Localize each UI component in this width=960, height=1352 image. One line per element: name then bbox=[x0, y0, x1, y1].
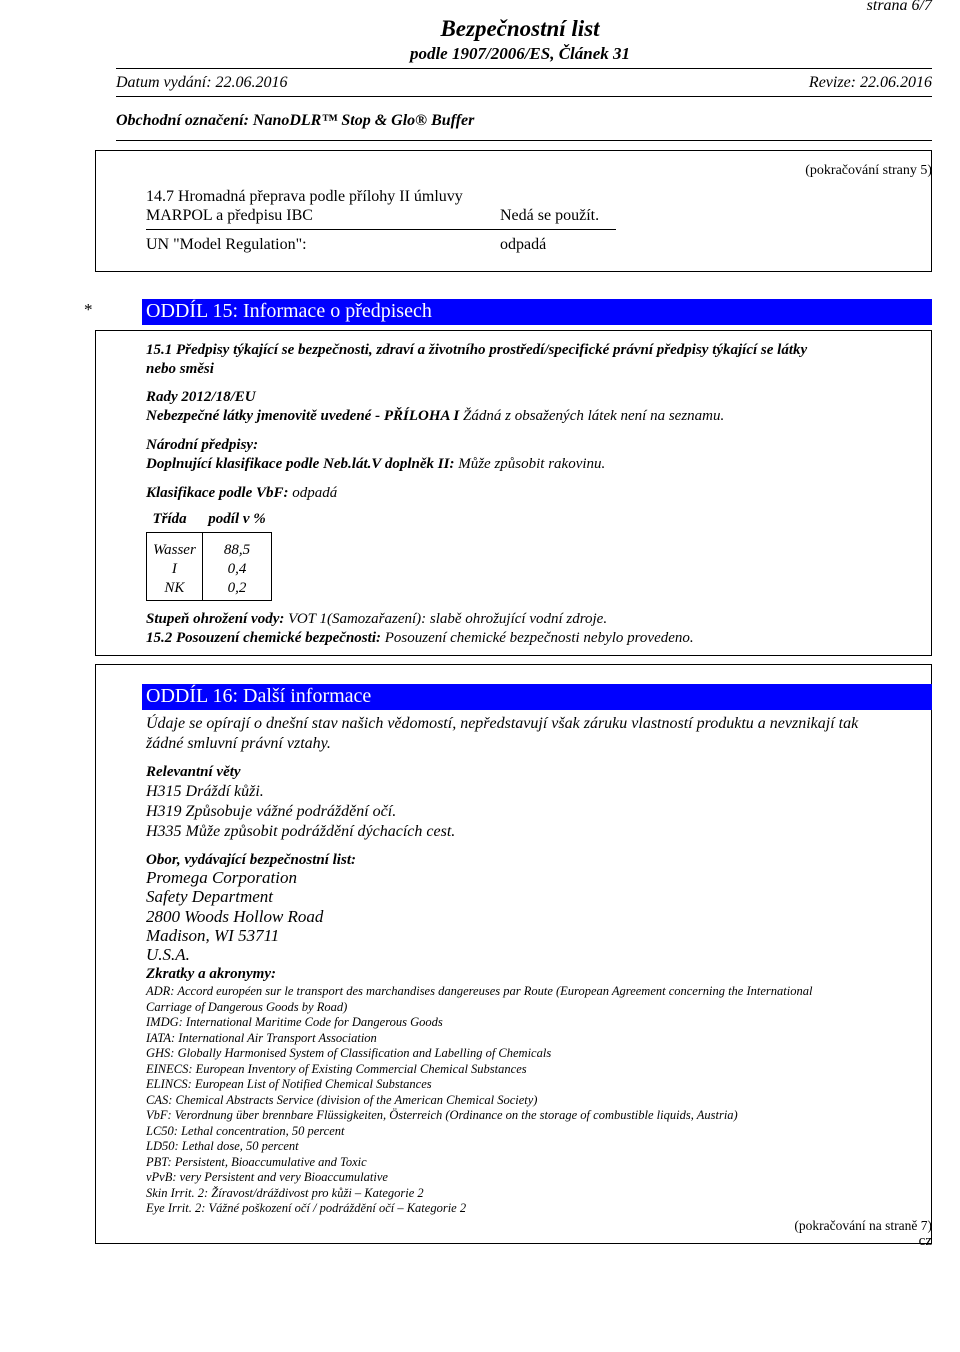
table-cell-class: I bbox=[147, 560, 203, 579]
issuer-department: Safety Department bbox=[146, 887, 273, 906]
section15-title-bar bbox=[142, 299, 932, 325]
language-code: cz bbox=[918, 1233, 932, 1249]
dangerous-substances-label: Nebezpečné látky jmenovitě uvedené - PŘÍLOHA I bbox=[146, 408, 460, 424]
abbreviations-label: Zkratky a akronymy: bbox=[146, 966, 276, 982]
abbreviation-item: GHS: Globally Harmonised System of Classification and Labelling of Chemicals bbox=[146, 1046, 552, 1060]
extra-classification-label: Doplnující klasifikace podle Neb.lát.V doplněk II: bbox=[146, 456, 455, 472]
issuer-country: U.S.A. bbox=[146, 945, 190, 964]
header-rule-middle bbox=[116, 96, 932, 97]
abbreviation-item: Eye Irrit. 2: Vážné poškození očí / podráždění očí – Kategorie 2 bbox=[146, 1201, 467, 1215]
continued-from-label: (pokračování strany 5) bbox=[805, 163, 932, 178]
section14-divider bbox=[146, 229, 616, 230]
table-cell-class: NK bbox=[147, 579, 203, 601]
issuer-label: Obor, vydávající bezpečnostní list: bbox=[146, 852, 356, 868]
header-rule-top bbox=[116, 68, 932, 69]
abbreviation-item: vPvB: very Persistent and very Bioaccumulative bbox=[146, 1170, 388, 1184]
table-cell-share: 88,5 bbox=[202, 533, 272, 561]
table-row bbox=[147, 533, 272, 561]
vbf-classification-line bbox=[146, 484, 337, 503]
abbreviation-item: LD50: Lethal dose, 50 percent bbox=[146, 1139, 299, 1153]
abbreviation-item: ADR: Accord européen sur le transport des marchandises dangereuses par Route (European Agreement concerning the International bbox=[146, 984, 813, 998]
issuer-city: Madison, WI 53711 bbox=[146, 926, 280, 945]
continued-on-label: (pokračování na straně 7) bbox=[794, 1218, 932, 1233]
trade-name: Obchodní označení: NanoDLR™ Stop & Glo® Buffer bbox=[116, 112, 475, 129]
abbreviation-item: Skin Irrit. 2: Žíravost/dráždivost pro kůži – Kategorie 2 bbox=[146, 1185, 424, 1200]
section16-title: ODDÍL 16: Další informace bbox=[146, 685, 372, 707]
chemical-safety-label: 15.2 Posouzení chemické bezpečnosti: bbox=[146, 630, 381, 646]
issuer-street: 2800 Woods Hollow Road bbox=[146, 907, 324, 926]
marpol-value: Nedá se použít. bbox=[500, 207, 600, 224]
vbf-value: odpadá bbox=[292, 485, 338, 501]
document-title: Bezpečnostní list bbox=[440, 16, 600, 41]
issue-date: Datum vydání: 22.06.2016 bbox=[116, 74, 288, 91]
abbreviation-item: VbF: Verordnung über brennbare Flüssigkeiten, Österreich (Ordinance on the storage of combustible liquids, Austria) bbox=[146, 1108, 738, 1122]
abbreviation-item: ELINCS: European List of Notified Chemical Substances bbox=[146, 1077, 432, 1091]
water-hazard-value: VOT 1(Samozařazení): slabě ohrožující vodní zdroje. bbox=[288, 611, 608, 627]
water-hazard-line bbox=[146, 610, 607, 629]
table-header-class: Třída bbox=[152, 510, 187, 527]
table-row bbox=[147, 560, 272, 579]
abbreviation-item: PBT: Persistent, Bioaccumulative and Toxic bbox=[146, 1154, 367, 1169]
document-subtitle: podle 1907/2006/ES, Článek 31 bbox=[409, 44, 631, 63]
abbreviation-item: LC50: Lethal concentration, 50 percent bbox=[146, 1123, 345, 1138]
table-row bbox=[147, 579, 272, 601]
water-hazard-label: Stupeň ohrožení vody: bbox=[146, 611, 285, 627]
table-cell-share: 0,2 bbox=[202, 579, 272, 601]
abbreviation-item: Carriage of Dangerous Goods by Road) bbox=[146, 999, 348, 1014]
disclaimer-line1: Údaje se opírají o dnešní stav našich vědomostí, nepředstavují však záruku vlastností produktu a nevznikají tak bbox=[146, 715, 859, 732]
extra-classification-value: Může způsobit rakovinu. bbox=[458, 456, 606, 472]
vbf-label: Klasifikace podle VbF: bbox=[146, 485, 289, 501]
s151-heading-line2: nebo směsi bbox=[146, 361, 214, 377]
marpol-label-line2: MARPOL a předpisu IBC bbox=[146, 207, 313, 224]
abbreviation-item: CAS: Chemical Abstracts Service (division of the American Chemical Society) bbox=[146, 1092, 538, 1107]
relevant-phrases-label: Relevantní věty bbox=[146, 764, 241, 780]
vbf-class-table bbox=[146, 506, 272, 601]
h315-phrase: H315 Dráždí kůži. bbox=[146, 783, 264, 800]
h319-phrase: H319 Způsobuje vážné podráždění očí. bbox=[146, 803, 397, 820]
un-regulation-label: UN "Model Regulation": bbox=[146, 236, 307, 253]
chemical-safety-line bbox=[146, 629, 694, 648]
extra-classification-line bbox=[146, 455, 605, 474]
chemical-safety-value: Posouzení chemické bezpečnosti nebylo provedeno. bbox=[384, 630, 694, 646]
change-marker: * bbox=[84, 300, 93, 319]
abbreviation-item: IMDG: International Maritime Code for Dangerous Goods bbox=[146, 1015, 443, 1029]
section15-title: ODDÍL 15: Informace o předpisech bbox=[146, 300, 432, 322]
abbreviation-item: IATA: International Air Transport Association bbox=[146, 1030, 377, 1045]
council-directive: Rady 2012/18/EU bbox=[146, 389, 256, 405]
table-header-share: podíl v % bbox=[208, 510, 266, 527]
s151-heading-line1: 15.1 Předpisy týkající se bezpečnosti, zdraví a životního prostředí/specifické právní předpisy týkající se látky bbox=[146, 342, 808, 358]
marpol-label-line1: 14.7 Hromadná přeprava podle přílohy II úmluvy bbox=[146, 188, 463, 205]
table-cell-class: Wasser bbox=[147, 533, 203, 561]
disclaimer-line2: žádné smluvní právní vztahy. bbox=[146, 735, 331, 752]
dangerous-substances-value: Žádná z obsažených látek není na seznamu. bbox=[463, 408, 725, 424]
abbreviation-item: EINECS: European Inventory of Existing Commercial Chemical Substances bbox=[146, 1061, 527, 1076]
dangerous-substances-line bbox=[146, 407, 724, 426]
table-header-row bbox=[147, 506, 272, 533]
section16-title-bar bbox=[142, 684, 932, 710]
table-cell-share: 0,4 bbox=[202, 560, 272, 579]
page-number: strana 6/7 bbox=[866, 0, 932, 14]
revision-date: Revize: 22.06.2016 bbox=[808, 74, 932, 91]
un-regulation-value: odpadá bbox=[500, 236, 547, 253]
h335-phrase: H335 Může způsobit podráždění dýchacích cest. bbox=[146, 823, 456, 840]
issuer-company: Promega Corporation bbox=[146, 868, 297, 887]
national-regulations-label: Národní předpisy: bbox=[146, 437, 259, 453]
header-rule-bottom bbox=[116, 140, 932, 141]
